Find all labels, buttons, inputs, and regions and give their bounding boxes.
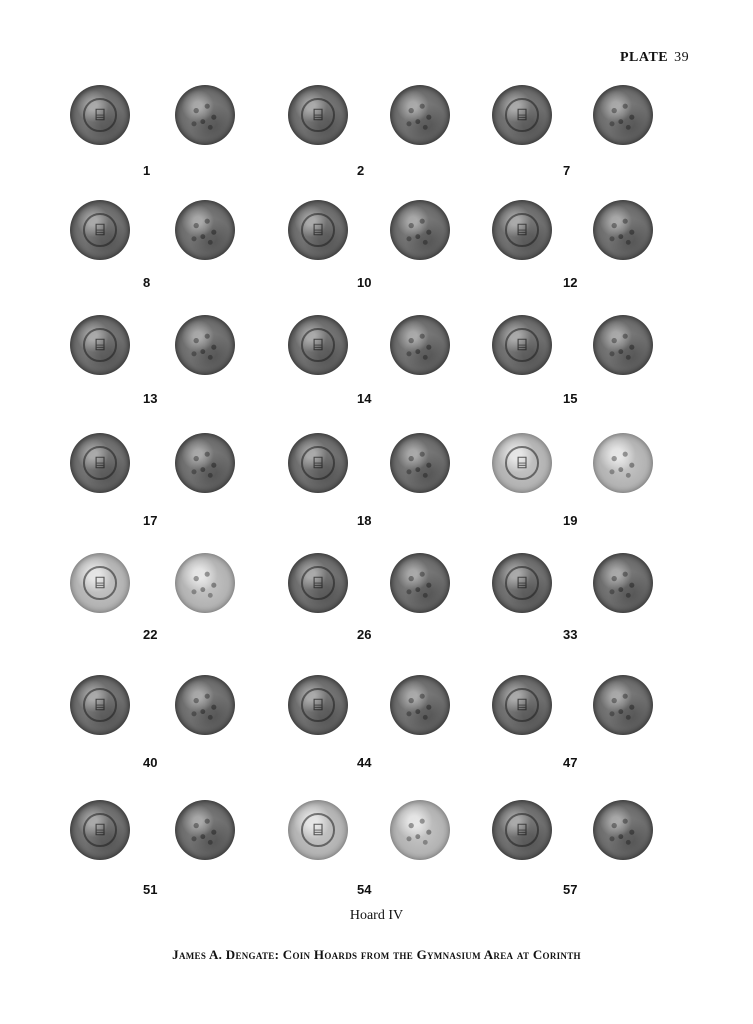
coin-obverse (288, 315, 348, 375)
coin-monogram-icon: ⌸ (517, 695, 527, 714)
coin-reverse (593, 200, 653, 260)
coin-reverse-pattern (183, 323, 226, 366)
coin-number-label: 13 (143, 391, 158, 406)
coin-monogram-icon: ⌸ (313, 573, 323, 592)
plate-number: 39 (674, 50, 690, 65)
coin-reverse (175, 200, 235, 260)
coin-number-label: 7 (563, 163, 571, 178)
plate-label: PLATE (620, 50, 669, 65)
coin-obverse (288, 200, 348, 260)
coin-number-label: 12 (563, 275, 578, 290)
coin-monogram-icon: ⌸ (517, 453, 527, 472)
plate-caption: Hoard IV (349, 908, 404, 923)
coin-obverse (288, 800, 348, 860)
coin-reverse (390, 433, 450, 493)
coin-monogram-icon: ⌸ (95, 573, 105, 592)
coin-reverse-pattern (183, 561, 226, 604)
plate-footer: James A. Dengate: Coin Hoards from the Gymnasium Area at Corinth (172, 947, 581, 962)
coin-monogram-icon: ⌸ (95, 220, 105, 239)
coin-reverse-pattern (183, 208, 226, 251)
coin-reverse-pattern (601, 441, 644, 484)
coin-reverse (593, 675, 653, 735)
coin-monogram-icon: ⌸ (313, 220, 323, 239)
coin-number-label: 54 (357, 882, 372, 897)
plate-header (620, 50, 689, 66)
coin-number-label: 1 (143, 163, 151, 178)
coin-number-label: 22 (143, 627, 158, 642)
coin-monogram-icon: ⌸ (313, 695, 323, 714)
coin-obverse (288, 553, 348, 613)
coin-number-label: 26 (357, 627, 372, 642)
coin-number-label: 8 (143, 275, 151, 290)
coin-monogram-icon: ⌸ (95, 105, 105, 124)
coin-obverse (492, 200, 552, 260)
coin-number-label: 18 (357, 513, 372, 528)
coin-obverse (492, 315, 552, 375)
coin-reverse-pattern (398, 323, 441, 366)
coin-reverse (593, 553, 653, 613)
coin-reverse-pattern (601, 561, 644, 604)
coin-reverse (175, 553, 235, 613)
coin-obverse (288, 675, 348, 735)
coin-reverse (175, 315, 235, 375)
coin-number-label: 10 (357, 275, 372, 290)
coin-reverse-pattern (398, 561, 441, 604)
coin-number-label: 2 (357, 163, 365, 178)
coin-reverse-pattern (398, 683, 441, 726)
coin-monogram-icon: ⌸ (517, 105, 527, 124)
coin-reverse (593, 800, 653, 860)
coin-obverse (70, 315, 130, 375)
coin-reverse-pattern (601, 808, 644, 851)
coin-obverse (492, 800, 552, 860)
coin-monogram-icon: ⌸ (313, 105, 323, 124)
coin-reverse (390, 675, 450, 735)
coin-reverse (390, 200, 450, 260)
coin-reverse (175, 433, 235, 493)
coin-number-label: 44 (357, 755, 372, 770)
coin-reverse (390, 315, 450, 375)
coin-reverse-pattern (398, 441, 441, 484)
coin-obverse (492, 85, 552, 145)
coin-number-label: 33 (563, 627, 578, 642)
coin-number-label: 47 (563, 755, 578, 770)
coin-number-label: 15 (563, 391, 578, 406)
coin-reverse-pattern (601, 323, 644, 366)
coin-reverse-pattern (183, 683, 226, 726)
coin-obverse (492, 433, 552, 493)
coin-reverse (175, 800, 235, 860)
coin-reverse (593, 315, 653, 375)
coin-obverse (288, 85, 348, 145)
coin-obverse (288, 433, 348, 493)
coin-reverse-pattern (183, 808, 226, 851)
coin-obverse (492, 553, 552, 613)
coin-obverse (70, 433, 130, 493)
coin-reverse-pattern (183, 93, 226, 136)
coin-reverse (593, 85, 653, 145)
coin-number-label: 51 (143, 882, 158, 897)
coin-reverse (390, 85, 450, 145)
coin-monogram-icon: ⌸ (517, 573, 527, 592)
coin-monogram-icon: ⌸ (517, 220, 527, 239)
coin-number-label: 19 (563, 513, 578, 528)
coin-reverse-pattern (601, 208, 644, 251)
coin-obverse (492, 675, 552, 735)
coin-obverse (70, 200, 130, 260)
coin-reverse-pattern (601, 683, 644, 726)
coin-obverse (70, 800, 130, 860)
coin-reverse (593, 433, 653, 493)
coin-number-label: 57 (563, 882, 578, 897)
coin-reverse (390, 553, 450, 613)
coin-monogram-icon: ⌸ (313, 453, 323, 472)
coin-monogram-icon: ⌸ (313, 335, 323, 354)
coin-reverse-pattern (398, 208, 441, 251)
coin-monogram-icon: ⌸ (517, 335, 527, 354)
coin-reverse (175, 85, 235, 145)
coin-reverse-pattern (601, 93, 644, 136)
coin-monogram-icon: ⌸ (313, 820, 323, 839)
coin-monogram-icon: ⌸ (517, 820, 527, 839)
coin-monogram-icon: ⌸ (95, 820, 105, 839)
coin-reverse (175, 675, 235, 735)
coin-reverse-pattern (398, 808, 441, 851)
coin-number-label: 14 (357, 391, 372, 406)
coin-obverse (70, 85, 130, 145)
coin-number-label: 17 (143, 513, 158, 528)
coin-obverse (70, 675, 130, 735)
coin-reverse-pattern (183, 441, 226, 484)
coin-number-label: 40 (143, 755, 158, 770)
coin-monogram-icon: ⌸ (95, 335, 105, 354)
coin-monogram-icon: ⌸ (95, 453, 105, 472)
coin-reverse-pattern (398, 93, 441, 136)
coin-monogram-icon: ⌸ (95, 695, 105, 714)
coin-obverse (70, 553, 130, 613)
coin-reverse (390, 800, 450, 860)
